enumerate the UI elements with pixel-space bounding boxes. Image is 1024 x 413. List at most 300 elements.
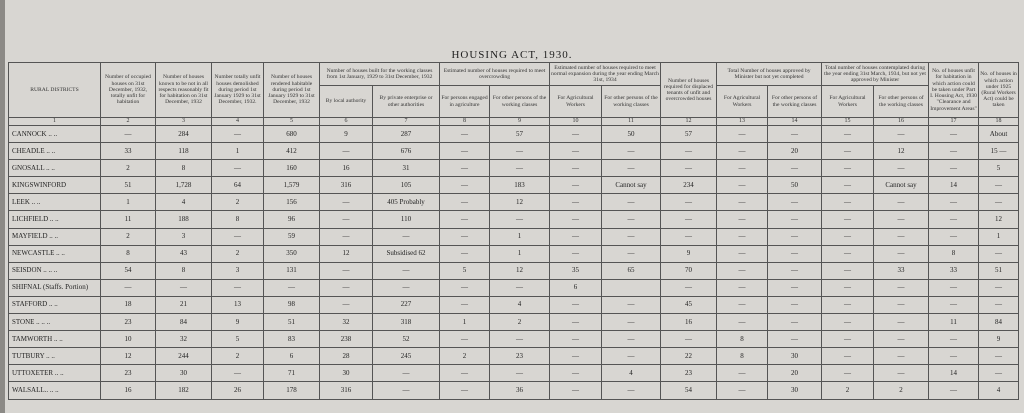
header-group-houses-built: Number of houses built for the working classes from 1st January, 1929 to 31st December, 1932 <box>320 63 440 86</box>
table-cell-c13: — <box>717 245 768 262</box>
column-number: 16 <box>874 118 929 126</box>
table-cell-c15: — <box>822 365 874 382</box>
table-cell-c5: 59 <box>264 228 320 245</box>
table-cell-c13: — <box>717 262 768 279</box>
table-cell-c13: 8 <box>717 348 768 365</box>
table-cell-c6: — <box>320 194 373 211</box>
table-cell-c8: — <box>440 279 490 296</box>
table-cell-c17: — <box>929 126 979 143</box>
table-cell-c16: 12 <box>874 143 929 160</box>
district-name: GNOSALL .. .. <box>9 160 101 177</box>
header-col-17: No. of houses unfit for habitation in which action could be taken under Part I. Housing Act, 1930 "Clearance and Improvement Areas" <box>929 63 979 118</box>
table-cell-c10: — <box>550 365 602 382</box>
table-cell-c8: — <box>440 382 490 399</box>
table-cell-c10: — <box>550 228 602 245</box>
table-cell-c3: — <box>156 279 212 296</box>
table-cell-c11: — <box>602 143 661 160</box>
table-cell-c5: — <box>264 279 320 296</box>
table-row <box>9 126 1019 143</box>
table-cell-c3: 43 <box>156 245 212 262</box>
table-cell-c3: 188 <box>156 211 212 228</box>
table-cell-c3: 32 <box>156 331 212 348</box>
table-cell-c11: — <box>602 382 661 399</box>
table-cell-c15: — <box>822 331 874 348</box>
table-cell-c8: — <box>440 160 490 177</box>
table-cell-c4: — <box>212 228 264 245</box>
table-cell-c3: 182 <box>156 382 212 399</box>
table-cell-c13: — <box>717 279 768 296</box>
table-cell-c17: — <box>929 348 979 365</box>
table-cell-c12: — <box>661 194 717 211</box>
table-cell-c12: — <box>661 211 717 228</box>
header-col-5: Number of houses rendered habitable during period 1st January 1929 to 31st December, 1932 <box>264 63 320 118</box>
housing-table <box>8 62 1019 400</box>
table-cell-c12: 234 <box>661 177 717 194</box>
table-cell-c11: — <box>602 331 661 348</box>
table-cell-c12: — <box>661 279 717 296</box>
column-number: 10 <box>550 118 602 126</box>
table-row <box>9 245 1019 262</box>
document-title: HOUSING ACT, 1930. <box>451 49 573 61</box>
header-col-8: For persons engaged in agriculture <box>440 86 490 118</box>
table-cell-c5: 83 <box>264 331 320 348</box>
table-cell-c2: 2 <box>101 228 156 245</box>
table-cell-c15: — <box>822 296 874 313</box>
table-cell-c11: — <box>602 194 661 211</box>
table-cell-c12: — <box>661 331 717 348</box>
table-cell-c17: — <box>929 279 979 296</box>
column-number: 7 <box>373 118 440 126</box>
table-cell-c7: 318 <box>373 314 440 331</box>
column-number: 11 <box>602 118 661 126</box>
table-cell-c11: — <box>602 296 661 313</box>
table-cell-c3: 8 <box>156 262 212 279</box>
district-name: LEEK .. .. <box>9 194 101 211</box>
table-cell-c3: 284 <box>156 126 212 143</box>
table-cell-c8: — <box>440 143 490 160</box>
table-row <box>9 177 1019 194</box>
table-cell-c16: 2 <box>874 382 929 399</box>
table-cell-c4: 2 <box>212 245 264 262</box>
district-name: CANNOCK .. .. <box>9 126 101 143</box>
table-cell-c9: 23 <box>490 348 550 365</box>
table-cell-c8: — <box>440 228 490 245</box>
district-name: CHEADLE .. .. <box>9 143 101 160</box>
table-cell-c17: — <box>929 160 979 177</box>
header-col-6: By local authority <box>320 86 373 118</box>
table-cell-c17: — <box>929 194 979 211</box>
header-col-13: For Agricultural Workers <box>717 86 768 118</box>
header-col-14: For other persons of the working classes <box>768 86 822 118</box>
column-number: 2 <box>101 118 156 126</box>
table-cell-c9: 183 <box>490 177 550 194</box>
table-cell-c10: — <box>550 296 602 313</box>
table-cell-c16: — <box>874 160 929 177</box>
table-cell-c9: 4 <box>490 296 550 313</box>
table-cell-c2: 16 <box>101 382 156 399</box>
table-cell-c18: 12 <box>979 211 1019 228</box>
table-cell-c3: 1,728 <box>156 177 212 194</box>
table-cell-c9: — <box>490 160 550 177</box>
table-cell-c10: 35 <box>550 262 602 279</box>
table-cell-c4: 64 <box>212 177 264 194</box>
district-name: STONE .. .. .. <box>9 314 101 331</box>
table-cell-c14: — <box>768 262 822 279</box>
header-col-2: Number of occupied houses on 31st December, 1932, totally unfit for habitation <box>101 63 156 118</box>
table-cell-c9: — <box>490 331 550 348</box>
table-cell-c18: 15 — <box>979 143 1019 160</box>
table-cell-c18: 5 <box>979 160 1019 177</box>
table-cell-c13: — <box>717 126 768 143</box>
header-group-overcrowding: Estimated number of houses required to meet overcrowding <box>440 63 550 86</box>
table-cell-c7: 287 <box>373 126 440 143</box>
table-cell-c16: — <box>874 331 929 348</box>
table-cell-c16: Cannot say <box>874 177 929 194</box>
table-cell-c8: — <box>440 194 490 211</box>
header-col-11: For other persons of the working classes <box>602 86 661 118</box>
table-cell-c6: — <box>320 143 373 160</box>
district-name: TUTBURY .. .. <box>9 348 101 365</box>
table-cell-c2: 1 <box>101 194 156 211</box>
table-cell-c2: 8 <box>101 245 156 262</box>
table-cell-c10: — <box>550 211 602 228</box>
table-cell-c13: — <box>717 296 768 313</box>
table-row <box>9 382 1019 399</box>
table-row <box>9 348 1019 365</box>
table-cell-c10: — <box>550 314 602 331</box>
table-cell-c14: — <box>768 296 822 313</box>
table-cell-c2: 23 <box>101 314 156 331</box>
table-cell-c3: 244 <box>156 348 212 365</box>
header-rural-districts: RURAL DISTRICTS <box>9 63 101 118</box>
header-col-9: For other persons of the working classes <box>490 86 550 118</box>
header-group-expansion: Estimated number of houses required to meet normal expansion during the year ending March 31st, 1934 <box>550 63 661 86</box>
table-cell-c14: — <box>768 331 822 348</box>
district-name: STAFFORD .. .. <box>9 296 101 313</box>
table-cell-c2: — <box>101 279 156 296</box>
table-cell-c15: — <box>822 143 874 160</box>
table-cell-c15: — <box>822 348 874 365</box>
table-cell-c10: — <box>550 348 602 365</box>
table-cell-c7: — <box>373 262 440 279</box>
table-cell-c2: 23 <box>101 365 156 382</box>
table-cell-c11: — <box>602 228 661 245</box>
table-cell-c7: — <box>373 228 440 245</box>
table-cell-c6: — <box>320 262 373 279</box>
table-cell-c12: 45 <box>661 296 717 313</box>
table-cell-c10: — <box>550 331 602 348</box>
table-cell-c15: — <box>822 314 874 331</box>
table-cell-c7: 676 <box>373 143 440 160</box>
header-group-contemplated: Total number of houses contemplated during the year ending 31st March, 1934, but not yet approved by Minister <box>822 63 929 86</box>
header-col-15: For Agricultural Workers <box>822 86 874 118</box>
table-cell-c17: — <box>929 228 979 245</box>
table-cell-c2: 18 <box>101 296 156 313</box>
table-cell-c9: — <box>490 211 550 228</box>
table-cell-c14: 30 <box>768 382 822 399</box>
table-cell-c17: 8 <box>929 245 979 262</box>
table-cell-c13: — <box>717 177 768 194</box>
table-cell-c16: — <box>874 228 929 245</box>
table-cell-c5: 71 <box>264 365 320 382</box>
table-row <box>9 279 1019 296</box>
column-number: 1 <box>9 118 101 126</box>
table-cell-c5: 6 <box>264 348 320 365</box>
table-cell-c12: — <box>661 160 717 177</box>
table-cell-c3: 4 <box>156 194 212 211</box>
table-row <box>9 331 1019 348</box>
table-cell-c14: — <box>768 314 822 331</box>
table-cell-c4: 13 <box>212 296 264 313</box>
column-number: 6 <box>320 118 373 126</box>
table-cell-c18: — <box>979 365 1019 382</box>
table-cell-c14: — <box>768 160 822 177</box>
column-number: 14 <box>768 118 822 126</box>
table-cell-c18: 51 <box>979 262 1019 279</box>
table-cell-c4: 26 <box>212 382 264 399</box>
table-cell-c8: — <box>440 245 490 262</box>
table-cell-c4: 3 <box>212 262 264 279</box>
header-col-18: No. of houses in which action under 1925 (Rural Workers Act) could be taken <box>979 63 1019 118</box>
table-cell-c12: — <box>661 228 717 245</box>
table-cell-c10: — <box>550 126 602 143</box>
table-cell-c15: — <box>822 177 874 194</box>
table-cell-c17: — <box>929 211 979 228</box>
table-cell-c18: — <box>979 194 1019 211</box>
table-cell-c11: — <box>602 314 661 331</box>
table-cell-c9: 12 <box>490 194 550 211</box>
table-cell-c4: 1 <box>212 143 264 160</box>
table-cell-c18: 84 <box>979 314 1019 331</box>
table-cell-c2: — <box>101 126 156 143</box>
table-cell-c15: — <box>822 211 874 228</box>
header-col-3: Number of houses known to be not in all respects reasonably fit for habitation on 31st December, 1932 <box>156 63 212 118</box>
table-cell-c6: 32 <box>320 314 373 331</box>
table-cell-c6: — <box>320 228 373 245</box>
header-col-16: For other persons of the working classes <box>874 86 929 118</box>
table-cell-c18: — <box>979 348 1019 365</box>
column-number: 9 <box>490 118 550 126</box>
table-cell-c16: — <box>874 314 929 331</box>
table-cell-c7: — <box>373 382 440 399</box>
table-cell-c4: 8 <box>212 211 264 228</box>
table-cell-c9: — <box>490 279 550 296</box>
table-cell-c16: — <box>874 279 929 296</box>
column-number: 12 <box>661 118 717 126</box>
table-cell-c9: — <box>490 143 550 160</box>
table-cell-c13: 8 <box>717 331 768 348</box>
table-cell-c8: 2 <box>440 348 490 365</box>
table-cell-c13: — <box>717 194 768 211</box>
table-cell-c4: — <box>212 126 264 143</box>
column-number: 3 <box>156 118 212 126</box>
table-cell-c7: — <box>373 279 440 296</box>
table-cell-c8: — <box>440 211 490 228</box>
table-cell-c10: — <box>550 143 602 160</box>
table-cell-c14: — <box>768 279 822 296</box>
table-cell-c10: 6 <box>550 279 602 296</box>
table-cell-c4: 2 <box>212 348 264 365</box>
table-cell-c7: Subsidised 62 <box>373 245 440 262</box>
column-number-row <box>9 118 1019 126</box>
table-cell-c16: — <box>874 194 929 211</box>
table-cell-c8: — <box>440 177 490 194</box>
table-cell-c12: — <box>661 143 717 160</box>
table-cell-c8: — <box>440 365 490 382</box>
table-cell-c15: — <box>822 245 874 262</box>
table-cell-c5: 350 <box>264 245 320 262</box>
table-cell-c6: — <box>320 211 373 228</box>
table-cell-c3: 30 <box>156 365 212 382</box>
table-cell-c13: — <box>717 228 768 245</box>
table-body <box>9 126 1019 400</box>
header-col-12: Number of houses required for displaced tenants of unfit and overcrowded houses <box>661 63 717 118</box>
table-cell-c17: — <box>929 143 979 160</box>
table-cell-c2: 54 <box>101 262 156 279</box>
table-cell-c10: — <box>550 160 602 177</box>
table-cell-c10: — <box>550 245 602 262</box>
table-cell-c18: 4 <box>979 382 1019 399</box>
table-cell-c13: — <box>717 382 768 399</box>
table-cell-c18: 9 <box>979 331 1019 348</box>
table-cell-c7: 110 <box>373 211 440 228</box>
district-name: UTTOXETER .. .. <box>9 365 101 382</box>
table-cell-c4: 9 <box>212 314 264 331</box>
district-name: LICHFIELD .. .. <box>9 211 101 228</box>
table-cell-c2: 33 <box>101 143 156 160</box>
table-row <box>9 262 1019 279</box>
district-name: TAMWORTH .. .. <box>9 331 101 348</box>
table-cell-c2: 11 <box>101 211 156 228</box>
table-cell-c5: 96 <box>264 211 320 228</box>
table-cell-c5: 1,579 <box>264 177 320 194</box>
table-cell-c16: — <box>874 126 929 143</box>
table-row <box>9 314 1019 331</box>
table-cell-c6: — <box>320 279 373 296</box>
table-cell-c15: — <box>822 228 874 245</box>
table-cell-c9: 12 <box>490 262 550 279</box>
table-cell-c9: 2 <box>490 314 550 331</box>
column-number: 15 <box>822 118 874 126</box>
table-cell-c17: 33 <box>929 262 979 279</box>
table-cell-c2: 10 <box>101 331 156 348</box>
table-cell-c7: 31 <box>373 160 440 177</box>
table-cell-c6: 316 <box>320 382 373 399</box>
district-name: WALSALL.. .. .. <box>9 382 101 399</box>
table-cell-c3: 3 <box>156 228 212 245</box>
table-cell-c13: — <box>717 365 768 382</box>
table-cell-c7: 245 <box>373 348 440 365</box>
table-cell-c14: — <box>768 245 822 262</box>
table-row <box>9 143 1019 160</box>
table-cell-c11: — <box>602 211 661 228</box>
header-col-7: By private enterprise or other authorities <box>373 86 440 118</box>
table-cell-c17: — <box>929 331 979 348</box>
table-cell-c5: 160 <box>264 160 320 177</box>
table-cell-c15: — <box>822 279 874 296</box>
district-name: NEWCASTLE .. .. <box>9 245 101 262</box>
table-cell-c5: 412 <box>264 143 320 160</box>
table-cell-c7: 227 <box>373 296 440 313</box>
table-cell-c2: 2 <box>101 160 156 177</box>
table-cell-c13: — <box>717 143 768 160</box>
table-cell-c5: 178 <box>264 382 320 399</box>
table-cell-c17: — <box>929 382 979 399</box>
table-cell-c17: 14 <box>929 365 979 382</box>
table-cell-c4: — <box>212 365 264 382</box>
header-group-approved: Total Number of houses approved by Minister but not yet completed <box>717 63 822 86</box>
table-cell-c9: 36 <box>490 382 550 399</box>
table-cell-c15: — <box>822 126 874 143</box>
table-cell-c11: Cannot say <box>602 177 661 194</box>
table-cell-c15: 2 <box>822 382 874 399</box>
table-cell-c4: — <box>212 160 264 177</box>
table-cell-c5: 131 <box>264 262 320 279</box>
table-cell-c13: — <box>717 160 768 177</box>
table-cell-c18: About <box>979 126 1019 143</box>
table-cell-c16: — <box>874 245 929 262</box>
table-cell-c6: 30 <box>320 365 373 382</box>
table-cell-c12: 70 <box>661 262 717 279</box>
table-cell-c7: — <box>373 365 440 382</box>
table-cell-c3: 84 <box>156 314 212 331</box>
table-cell-c14: — <box>768 228 822 245</box>
table-row <box>9 194 1019 211</box>
table-cell-c6: — <box>320 296 373 313</box>
district-name: KINGSWINFORD <box>9 177 101 194</box>
table-cell-c16: — <box>874 348 929 365</box>
district-name: MAYFIELD .. .. <box>9 228 101 245</box>
column-number: 13 <box>717 118 768 126</box>
table-cell-c16: 33 <box>874 262 929 279</box>
table-cell-c12: 54 <box>661 382 717 399</box>
table-cell-c11: 50 <box>602 126 661 143</box>
binding-edge <box>0 0 5 413</box>
table-cell-c3: 21 <box>156 296 212 313</box>
table-cell-c17: 11 <box>929 314 979 331</box>
table-cell-c14: — <box>768 211 822 228</box>
table-cell-c11: 65 <box>602 262 661 279</box>
table-cell-c6: 238 <box>320 331 373 348</box>
column-number: 4 <box>212 118 264 126</box>
header-col-10: For Agricultural Workers <box>550 86 602 118</box>
table-row <box>9 365 1019 382</box>
table-cell-c15: — <box>822 160 874 177</box>
column-number: 17 <box>929 118 979 126</box>
table-cell-c5: 680 <box>264 126 320 143</box>
table-cell-c7: 405 Probably <box>373 194 440 211</box>
table-cell-c8: 1 <box>440 314 490 331</box>
table-cell-c9: 1 <box>490 228 550 245</box>
table-cell-c3: 8 <box>156 160 212 177</box>
table-cell-c4: 5 <box>212 331 264 348</box>
table-cell-c12: 22 <box>661 348 717 365</box>
table-cell-c6: 16 <box>320 160 373 177</box>
table-cell-c14: 20 <box>768 365 822 382</box>
table-cell-c7: 105 <box>373 177 440 194</box>
table-cell-c12: 16 <box>661 314 717 331</box>
table-row <box>9 160 1019 177</box>
table-cell-c8: 5 <box>440 262 490 279</box>
table-cell-c4: 2 <box>212 194 264 211</box>
table-cell-c17: 14 <box>929 177 979 194</box>
table-cell-c2: 12 <box>101 348 156 365</box>
column-number: 18 <box>979 118 1019 126</box>
table-cell-c16: — <box>874 211 929 228</box>
table-cell-c6: 316 <box>320 177 373 194</box>
table-cell-c18: 1 <box>979 228 1019 245</box>
district-name: SHIFNAL (Staffs. Portion) <box>9 279 101 296</box>
